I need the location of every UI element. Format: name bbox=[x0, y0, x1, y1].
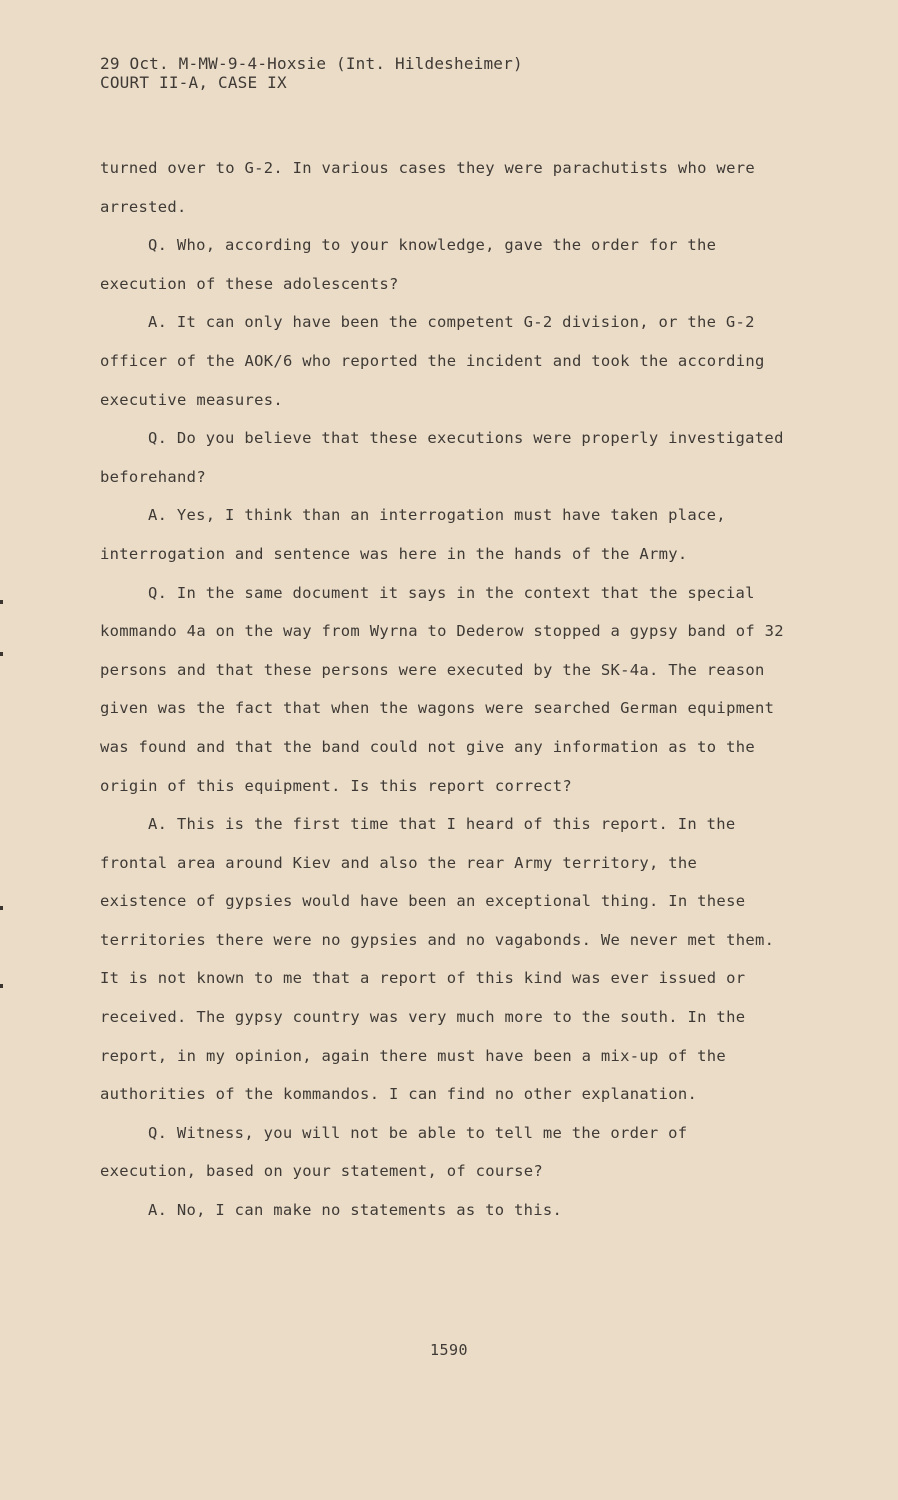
header-line-1: 29 Oct. M-MW-9-4-Hoxsie (Int. Hildesheimer) bbox=[100, 54, 523, 73]
document-header bbox=[100, 54, 523, 92]
header-line-2: COURT II-A, CASE IX bbox=[100, 73, 287, 92]
page-number: 1590 bbox=[429, 1341, 469, 1359]
paragraph-answer: A. Yes, I think than an interrogation must have taken place, interrogation and sentence was here in the hands of the Army. bbox=[100, 506, 726, 563]
paragraph-question: Q. Witness, you will not be able to tell me the order of execution, based on your statement, of course? bbox=[100, 1123, 688, 1181]
paragraph-question: Q. Who, according to your knowledge, gave the order for the execution of these adolescents? bbox=[100, 236, 717, 293]
binding-mark bbox=[0, 906, 3, 910]
binding-mark bbox=[0, 652, 3, 656]
paragraph-answer: A. This is the first time that I heard of this report. In the frontal area around Kiev and also the rear Army territory, the existence of gypsies would have been an exceptional thing. In these territories there were no gypsies and no vagabonds. We never met them. It is not known to me that a report of this kind was ever issued or received. The gypsy country was very much more to the south. In the report, in my opinion, again there must have been a mix-up of the authorities of the kommandos. I can find no other explanation. bbox=[100, 815, 775, 1104]
paragraph-continuation: turned over to G-2. In various cases they were parachutists who were arrested. bbox=[100, 159, 755, 216]
binding-mark bbox=[0, 984, 3, 988]
binding-mark bbox=[0, 600, 3, 604]
paragraph-answer: A. No, I can make no statements as to this. bbox=[148, 1201, 563, 1220]
paragraph-answer: A. It can only have been the competent G-2 division, or the G-2 officer of the AOK/6 who reported the incident and took the according executive measures. bbox=[100, 313, 765, 409]
transcript-body bbox=[100, 149, 790, 1230]
paragraph-question: Q. In the same document it says in the context that the special kommando 4a on the way from Wyrna to Dederow stopped a gypsy band of 32 persons and that these persons were executed by the SK-4a. The reason given was the fact that when the wagons were searched German equipment was found and that the band could not give any information as to the origin of this equipment. Is this report correct? bbox=[100, 583, 784, 795]
paragraph-question: Q. Do you believe that these executions were properly investigated beforehand? bbox=[100, 429, 784, 486]
